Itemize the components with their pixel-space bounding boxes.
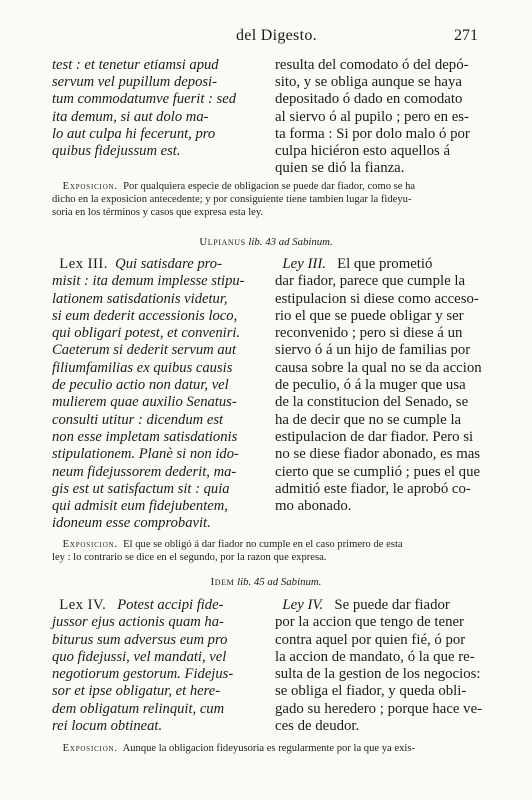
citation-ref: lib. 43 ad Sabinum. bbox=[248, 236, 333, 248]
running-head: del Digesto. bbox=[236, 27, 317, 44]
running-header bbox=[0, 27, 532, 47]
spanish-line: ta forma : Si por dolo malo ó por bbox=[275, 125, 470, 142]
spanish-line: al siervo ó al pupilo ; pero en es- bbox=[275, 108, 469, 125]
spanish-line: cierto que se cumplió ; pues el que bbox=[275, 463, 481, 480]
spanish-line: por la accion que tengo de tener bbox=[275, 614, 464, 631]
spanish-line: gado su heredero ; porque hace ve- bbox=[275, 700, 483, 717]
spanish-line: la accion de mandato, ó la que re- bbox=[275, 648, 475, 665]
spanish-line bbox=[275, 256, 489, 273]
latin-line: dem obligatum relinquit, cum bbox=[52, 700, 225, 717]
exposicion-1 bbox=[52, 180, 492, 219]
exposicion-line bbox=[52, 180, 492, 193]
citation-2 bbox=[0, 576, 532, 588]
spanish-line: reconvenido ; pero si diese á un bbox=[275, 325, 463, 342]
spanish-first-words: Se puede dar fiador bbox=[334, 597, 450, 613]
latin-line: qui admisit eum fidejubentem, bbox=[52, 498, 228, 515]
latin-line: idoneum esse comprobavit. bbox=[52, 515, 211, 532]
latin-first-words: Qui satisdare pro- bbox=[115, 256, 222, 272]
section-2 bbox=[52, 256, 489, 536]
exposicion-line bbox=[52, 742, 492, 755]
section-1 bbox=[52, 57, 489, 177]
citation-author: Ulpianus bbox=[199, 236, 246, 248]
spanish-line: de peculio, ó á la muger que usa bbox=[275, 377, 466, 394]
latin-line: quo fidejussi, vel mandati, vel bbox=[52, 648, 227, 665]
latin-line: mulierem quae auxilio Senatus- bbox=[52, 394, 237, 411]
spanish-line: siervo ó á un hijo de familias por bbox=[275, 342, 471, 359]
lex-heading: Lex IV. bbox=[59, 597, 107, 613]
latin-line: qui obligari potest, et conveniri. bbox=[52, 325, 241, 342]
citation-1 bbox=[0, 236, 532, 248]
latin-line: neum fidejussorem dederit, ma- bbox=[52, 463, 237, 480]
exposicion-2 bbox=[52, 538, 492, 564]
spanish-line bbox=[275, 597, 489, 614]
latin-line: non esse impletam satisdationis bbox=[52, 428, 238, 445]
spanish-column bbox=[275, 256, 489, 515]
latin-line: lationem satisdationis videtur, bbox=[52, 290, 228, 307]
spanish-line: causa sobre la qual no se da accion bbox=[275, 359, 482, 376]
spanish-line: rio el que se puede obligar y ser bbox=[275, 307, 464, 324]
latin-column bbox=[52, 597, 258, 735]
citation-author: Idem bbox=[210, 576, 235, 588]
latin-line: sor et ipse obligatur, et here- bbox=[52, 683, 221, 700]
latin-line: consulti utitur : dicendum est bbox=[52, 411, 224, 428]
exposicion-line: dicho en la exposicion antecedente; y por consiguiente tiene tambien lugar la fideyu- bbox=[52, 194, 412, 205]
spanish-line: culpa hiciéron esto aquellos á bbox=[275, 143, 451, 160]
latin-line: lo aut culpa hi fecerunt, pro bbox=[52, 125, 216, 142]
latin-line: biturus sum adversus eum pro bbox=[52, 631, 228, 648]
latin-column bbox=[52, 57, 258, 160]
latin-line bbox=[52, 597, 258, 614]
latin-line: servum vel pupillum deposi- bbox=[52, 74, 217, 91]
exposicion-line bbox=[52, 538, 492, 551]
exposicion-text: Por qualquiera especie de obligacion se puede dar fiador, como se ha bbox=[123, 181, 416, 192]
exposicion-text: Aunque la obligacion fideyusoria es regularmente por la que ya exis- bbox=[122, 743, 415, 754]
latin-line: Caeterum si dederit servum aut bbox=[52, 342, 237, 359]
latin-first-words: Potest accipi fide- bbox=[117, 597, 224, 613]
spanish-line: depositado ó dado en comodato bbox=[275, 91, 463, 108]
latin-line: test : et tenetur etiamsi apud bbox=[52, 57, 219, 73]
latin-line: de peculio actio non datur, vel bbox=[52, 377, 229, 394]
spanish-line: mo abonado. bbox=[275, 498, 352, 515]
spanish-column bbox=[275, 597, 489, 735]
exposicion-text: El que se obligó á dar fiador no cumple en el caso primero de esta bbox=[123, 539, 403, 550]
latin-line: stipulationem. Planè si non ido- bbox=[52, 446, 239, 463]
exposicion-label: Exposicion. bbox=[62, 743, 118, 754]
citation-ref: lib. 45 ad Sabinum. bbox=[237, 576, 322, 588]
latin-line: gis est ut satisfactum sit : quia bbox=[52, 480, 230, 497]
spanish-line: se obliga el fiador, y queda obli- bbox=[275, 683, 467, 700]
ley-heading: Ley IV. bbox=[282, 597, 324, 613]
lex-heading: Lex III. bbox=[59, 256, 108, 272]
spanish-first-words: El que prometió bbox=[337, 256, 433, 272]
latin-line: tum commodatumve fuerit : sed bbox=[52, 91, 237, 108]
spanish-line: no se diese fiador abonado, es mas bbox=[275, 446, 481, 463]
spanish-line: sulta de la gestion de los negocios: bbox=[275, 666, 481, 683]
exposicion-line: soria en los términos y casos que expresa esta ley. bbox=[52, 207, 264, 218]
latin-line: rei locum obtineat. bbox=[52, 718, 163, 735]
latin-line: ita demum, si aut dolo ma- bbox=[52, 108, 209, 125]
spanish-line: admitió este fiador, le aprobó co- bbox=[275, 480, 471, 497]
latin-column bbox=[52, 256, 258, 533]
exposicion-3 bbox=[52, 742, 492, 755]
spanish-column bbox=[275, 57, 489, 177]
section-3 bbox=[52, 597, 489, 742]
spanish-line: ces de deudor. bbox=[275, 718, 360, 735]
latin-line bbox=[52, 256, 258, 273]
spanish-line: estipulacion si diese como acceso- bbox=[275, 290, 479, 307]
latin-line: negotiorum gestorum. Fidejus- bbox=[52, 666, 234, 683]
latin-line: misit : ita demum implesse stipu- bbox=[52, 273, 245, 290]
page-number: 271 bbox=[454, 27, 478, 44]
exposicion-label: Exposicion. bbox=[62, 539, 118, 550]
latin-line: quibus fidejussum est. bbox=[52, 143, 181, 160]
exposicion-line: ley : lo contrario se dice en el segundo, por la razon que expresa. bbox=[52, 552, 327, 563]
spanish-line: quien se dió la fianza. bbox=[275, 160, 405, 177]
exposicion-label: Exposicion. bbox=[62, 181, 118, 192]
spanish-line: resulta del comodato ó del depó- bbox=[275, 57, 469, 73]
spanish-line: sito, y se obliga aunque se haya bbox=[275, 74, 462, 91]
spanish-line: contra aquel por quien fié, ó por bbox=[275, 631, 466, 648]
ley-heading: Ley III. bbox=[282, 256, 326, 272]
latin-line: si eum dederit accessionis loco, bbox=[52, 307, 238, 324]
spanish-line: dar fiador, parece que cumple la bbox=[275, 273, 466, 290]
spanish-line: ha de decir que no se cumple la bbox=[275, 411, 462, 428]
latin-line: jussor ejus actionis quam ha- bbox=[52, 614, 224, 631]
spanish-line: de la constitucion del Senado, se bbox=[275, 394, 469, 411]
latin-line: filiumfamilias ex quibus causis bbox=[52, 359, 233, 376]
spanish-line: estipulacion de dar fiador. Pero si bbox=[275, 428, 474, 445]
